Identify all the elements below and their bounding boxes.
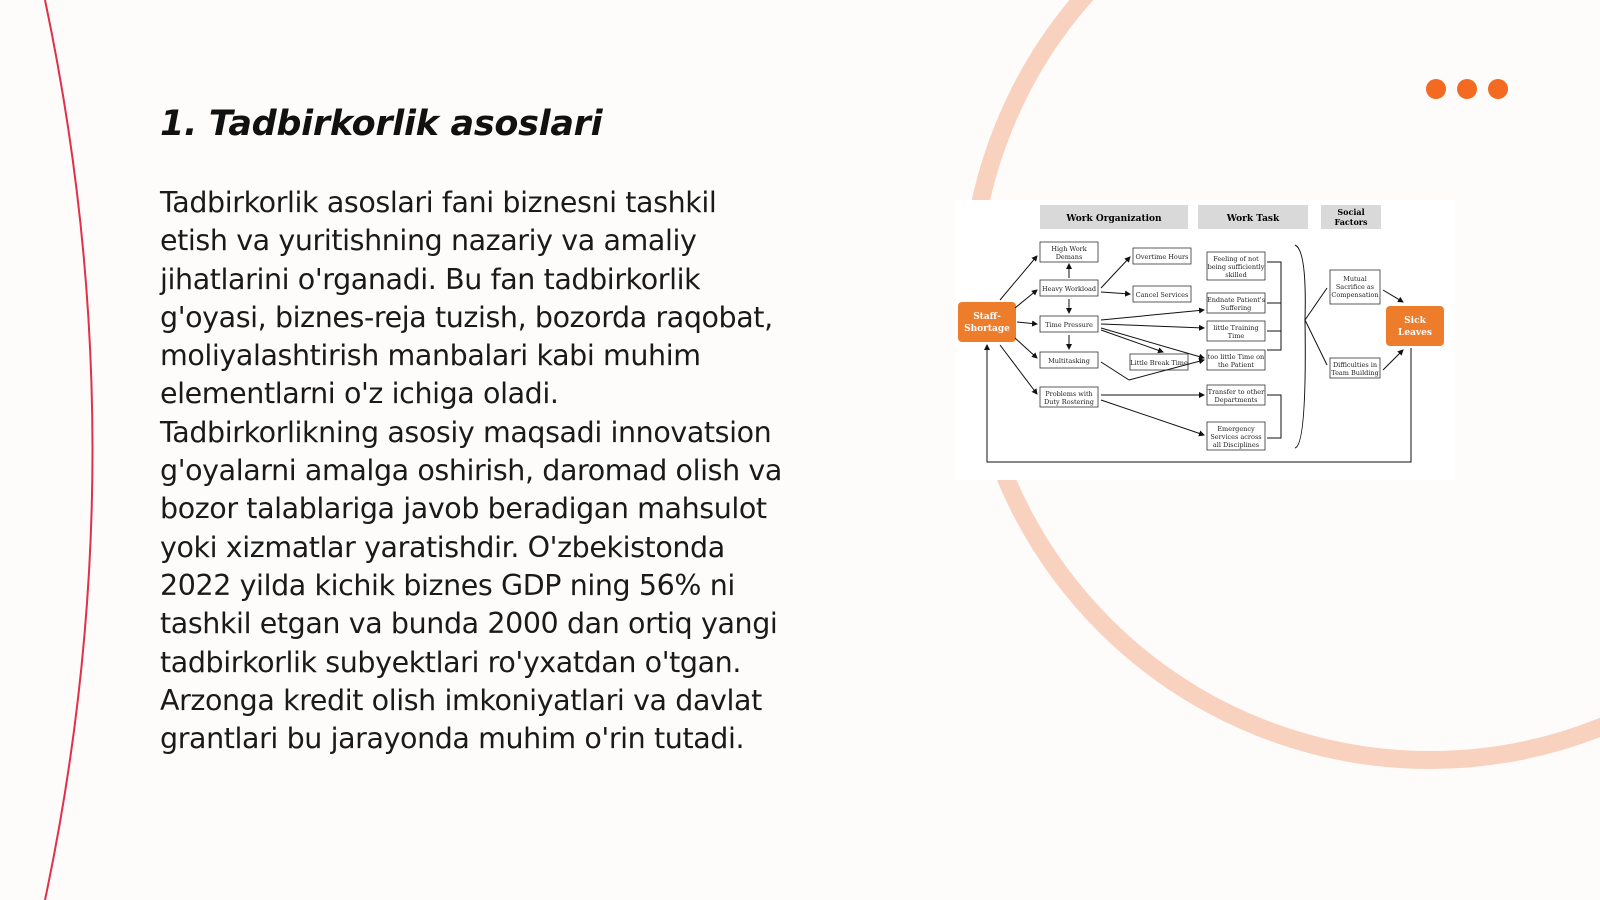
text-mutual-1: Mutual [1343,275,1367,283]
slide-body-text [160,184,840,758]
text-transfer-2: Departments [1214,396,1258,404]
text-prob-1: Problems with [1045,390,1093,398]
text-multi: Multitasking [1048,357,1090,365]
body-line: Tadbirkorlik asoslari fani biznesni tashkil [160,186,717,219]
body-line: Tadbirkorlikning asosiy maqsadi innovatsion [160,415,772,449]
text-emerg-2: Services across [1210,433,1262,441]
svg-text:Leaves: Leaves [1398,328,1432,338]
header-social-factors [1321,205,1381,229]
body-line: elementlarni o'z ichiga oladi. [160,377,559,411]
body-line: g'oyasi, biznes-reja tuzish, bozorda raqobat, [160,300,773,334]
body-line: etish va yuritishning nazariy va amaliy [160,224,697,258]
body-line: jihatlarini o'rganadi. Bu fan tadbirkorlik [160,262,701,296]
body-line: tashkil etgan va bunda 2000 dan ortiq yangi [160,607,778,641]
text-mutual-2: Sacrifice as [1335,283,1375,291]
body-line: yoki xizmatlar yaratishdir. O'zbekistonda [160,530,725,564]
svg-text:Sick: Sick [1404,316,1426,326]
svg-text:Factors: Factors [1334,217,1368,227]
text-cancel: Cancel Services [1135,291,1189,299]
text-prob-2: Duty Rostering [1044,398,1094,406]
text-feel-1: Feeling of not [1213,255,1259,263]
dot [1426,79,1446,99]
text-emerg-1: Emergency [1217,425,1255,433]
body-line: g'oyalarni amalga oshirish, daromad olish va [160,454,782,488]
node-sick-leaves [1386,306,1444,346]
svg-text:Social: Social [1337,207,1365,217]
text-diff-1: Difficulties in [1332,361,1378,369]
text-heavy: Heavy Workload [1041,285,1097,293]
text-little-break: Little Break Time [1130,359,1188,367]
body-line: moliyalashtirish manbalari kabi muhim [160,339,701,373]
text-mutual-3: Compensation [1331,291,1379,299]
body-line: bozor talablariga javob beradigan mahsulot [160,492,767,526]
text-emerg-3: all Disciplines [1212,441,1260,449]
text-diff-2: Team Building [1331,369,1379,377]
header-work-organization [1040,205,1188,229]
decorative-dots [1426,79,1508,99]
svg-text:Work Task: Work Task [1226,214,1280,224]
text-overtime: Overtime Hours [1135,253,1189,261]
svg-text:Shortage: Shortage [964,324,1010,334]
text-time: Time Pressure [1045,321,1093,329]
text-endanger-1: Endnate Patient's [1206,296,1266,304]
body-line: Arzonga kredit olish imkoniyatlari va davlat [160,683,762,717]
flow-diagram [955,200,1455,480]
text-transfer-1: Transfer to other [1207,388,1265,396]
text-high-2: Demans [1055,253,1083,261]
dot [1457,79,1477,99]
text-feel-3: skilled [1225,271,1247,279]
header-work-task [1198,205,1308,229]
slide-title: 1. Tadbirkorlik asoslari [160,104,603,144]
text-train-2: Time [1227,332,1245,340]
text-patient-2: the Patient [1217,361,1255,369]
svg-text:Work Organization: Work Organization [1066,214,1162,224]
body-line: 2022 yilda kichik biznes GDP ning 56% ni [160,568,735,602]
text-feel-2: being sufficiently [1207,263,1265,271]
text-patient-1: too little Time on [1207,353,1265,361]
text-endanger-2: Suffering [1220,304,1252,312]
body-line: tadbirkorlik subyektlari ro'yxatdan o'tgan. [160,645,741,679]
node-staff-shortage [958,302,1016,342]
text-high-1: High Work [1051,245,1087,253]
dot [1488,79,1508,99]
left-edge-curve [45,0,93,900]
text-train-1: little Training [1213,324,1259,332]
body-line: grantlari bu jarayonda muhim o'rin tutadi. [160,722,745,756]
svg-text:Staff-: Staff- [973,312,1001,322]
